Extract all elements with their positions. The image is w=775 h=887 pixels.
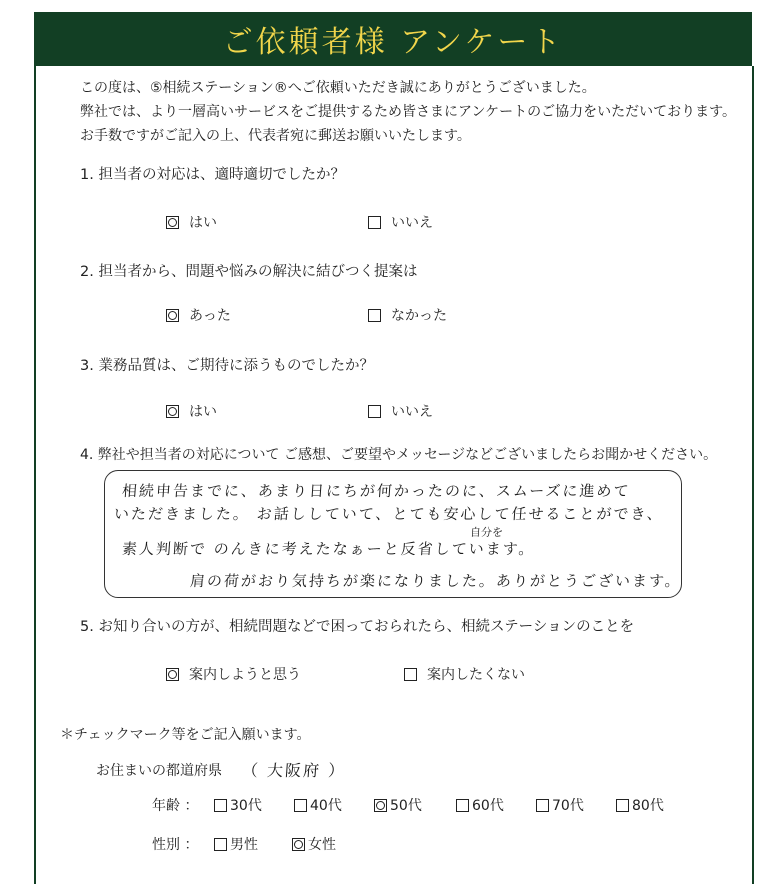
option-label: はい: [189, 404, 217, 420]
q5-option-yes[interactable]: [166, 664, 301, 684]
intro-line: お手数ですがご記入の上、代表者宛に郵送お願いいたします。: [80, 128, 471, 144]
option-label: いいえ: [391, 215, 433, 231]
checkbox[interactable]: [374, 799, 387, 812]
checkbox[interactable]: [166, 405, 179, 418]
question-3: 3. 業務品質は、ご期待に添うものでしたか？: [80, 358, 374, 374]
checkbox[interactable]: [536, 799, 549, 812]
question-5: 5. お知り合いの方が、相続問題などで困っておられたら、相続ステーションのことを: [80, 619, 635, 635]
checkbox[interactable]: [166, 668, 179, 681]
option-label: 案内したくない: [427, 667, 525, 683]
checkbox[interactable]: [292, 838, 305, 851]
option-label: なかった: [391, 308, 447, 324]
question-2: 2. 担当者から、問題や悩みの解決に結びつく提案は: [80, 264, 418, 280]
age-option-30[interactable]: [214, 795, 262, 815]
comment-line: 相続申告までに、あまり日にちが何かったのに、スムーズに進めて: [121, 482, 632, 500]
gender-label: 性別 ：: [152, 837, 199, 853]
checkbox[interactable]: [166, 309, 179, 322]
q3-option-no[interactable]: [368, 401, 433, 421]
checkbox[interactable]: [368, 216, 381, 229]
age-option-60[interactable]: [456, 795, 504, 815]
gender-option-male[interactable]: [214, 834, 258, 854]
age-option-40[interactable]: [294, 795, 342, 815]
option-label: あった: [189, 308, 231, 324]
age-option-80[interactable]: [616, 795, 664, 815]
prefecture-value[interactable]: （ 大阪府 ）: [241, 761, 347, 780]
option-label: いいえ: [391, 404, 433, 420]
option-label: 50代: [390, 798, 422, 814]
comment-line: 素人判断で のんきに考えたなぁーと反省しています。: [121, 540, 537, 558]
comment-line: いただきました。 お話ししていて、とても安心して任せることができ、: [113, 505, 665, 523]
q1-option-yes[interactable]: [166, 212, 217, 232]
checkbox[interactable]: [404, 668, 417, 681]
checkbox[interactable]: [616, 799, 629, 812]
age-option-50[interactable]: [374, 795, 422, 815]
comment-insert: 自分を: [469, 526, 504, 539]
q3-option-yes[interactable]: [166, 401, 217, 421]
option-label: 70代: [552, 798, 584, 814]
checkmark-note: ＊チェックマーク等をご記入願います。: [60, 727, 311, 743]
option-label: 40代: [310, 798, 342, 814]
gender-option-female[interactable]: [292, 834, 336, 854]
question-4: 4. 弊社や担当者の対応について ご感想、ご要望やメッセージなどございましたらお聞かせください。: [80, 447, 718, 463]
q5-option-no[interactable]: [404, 664, 525, 684]
q2-option-yes[interactable]: [166, 305, 231, 325]
q1-option-no[interactable]: [368, 212, 433, 232]
question-1: 1. 担当者の対応は、適時適切でしたか？: [80, 167, 345, 183]
option-label: 60代: [472, 798, 504, 814]
survey-title: ご依頼者様 アンケート: [222, 25, 564, 60]
intro-line: 弊社では、より一層高いサービスをご提供するため皆さまにアンケートのご協力をいただいております。: [80, 104, 737, 120]
option-label: 案内しようと思う: [189, 667, 301, 683]
checkbox[interactable]: [166, 216, 179, 229]
option-label: 80代: [632, 798, 664, 814]
intro-line: この度は、⑤相続ステーション®へご依頼いただき誠にありがとうございました。: [80, 80, 596, 96]
checkbox[interactable]: [294, 799, 307, 812]
checkbox[interactable]: [368, 309, 381, 322]
option-label: はい: [189, 215, 217, 231]
intro-text: [80, 76, 736, 148]
option-label: 女性: [308, 837, 336, 853]
option-label: 30代: [230, 798, 262, 814]
age-option-70[interactable]: [536, 795, 584, 815]
survey-header: [34, 12, 752, 66]
checkbox[interactable]: [368, 405, 381, 418]
checkbox[interactable]: [214, 799, 227, 812]
comment-line: 肩の荷がおり気持ちが楽になりました。ありがとうございます。: [189, 572, 683, 590]
option-label: 男性: [230, 837, 258, 853]
prefecture-label: お住まいの都道府県: [96, 763, 222, 779]
q2-option-no[interactable]: [368, 305, 447, 325]
checkbox[interactable]: [456, 799, 469, 812]
checkbox[interactable]: [214, 838, 227, 851]
age-label: 年齢 ：: [152, 798, 199, 814]
